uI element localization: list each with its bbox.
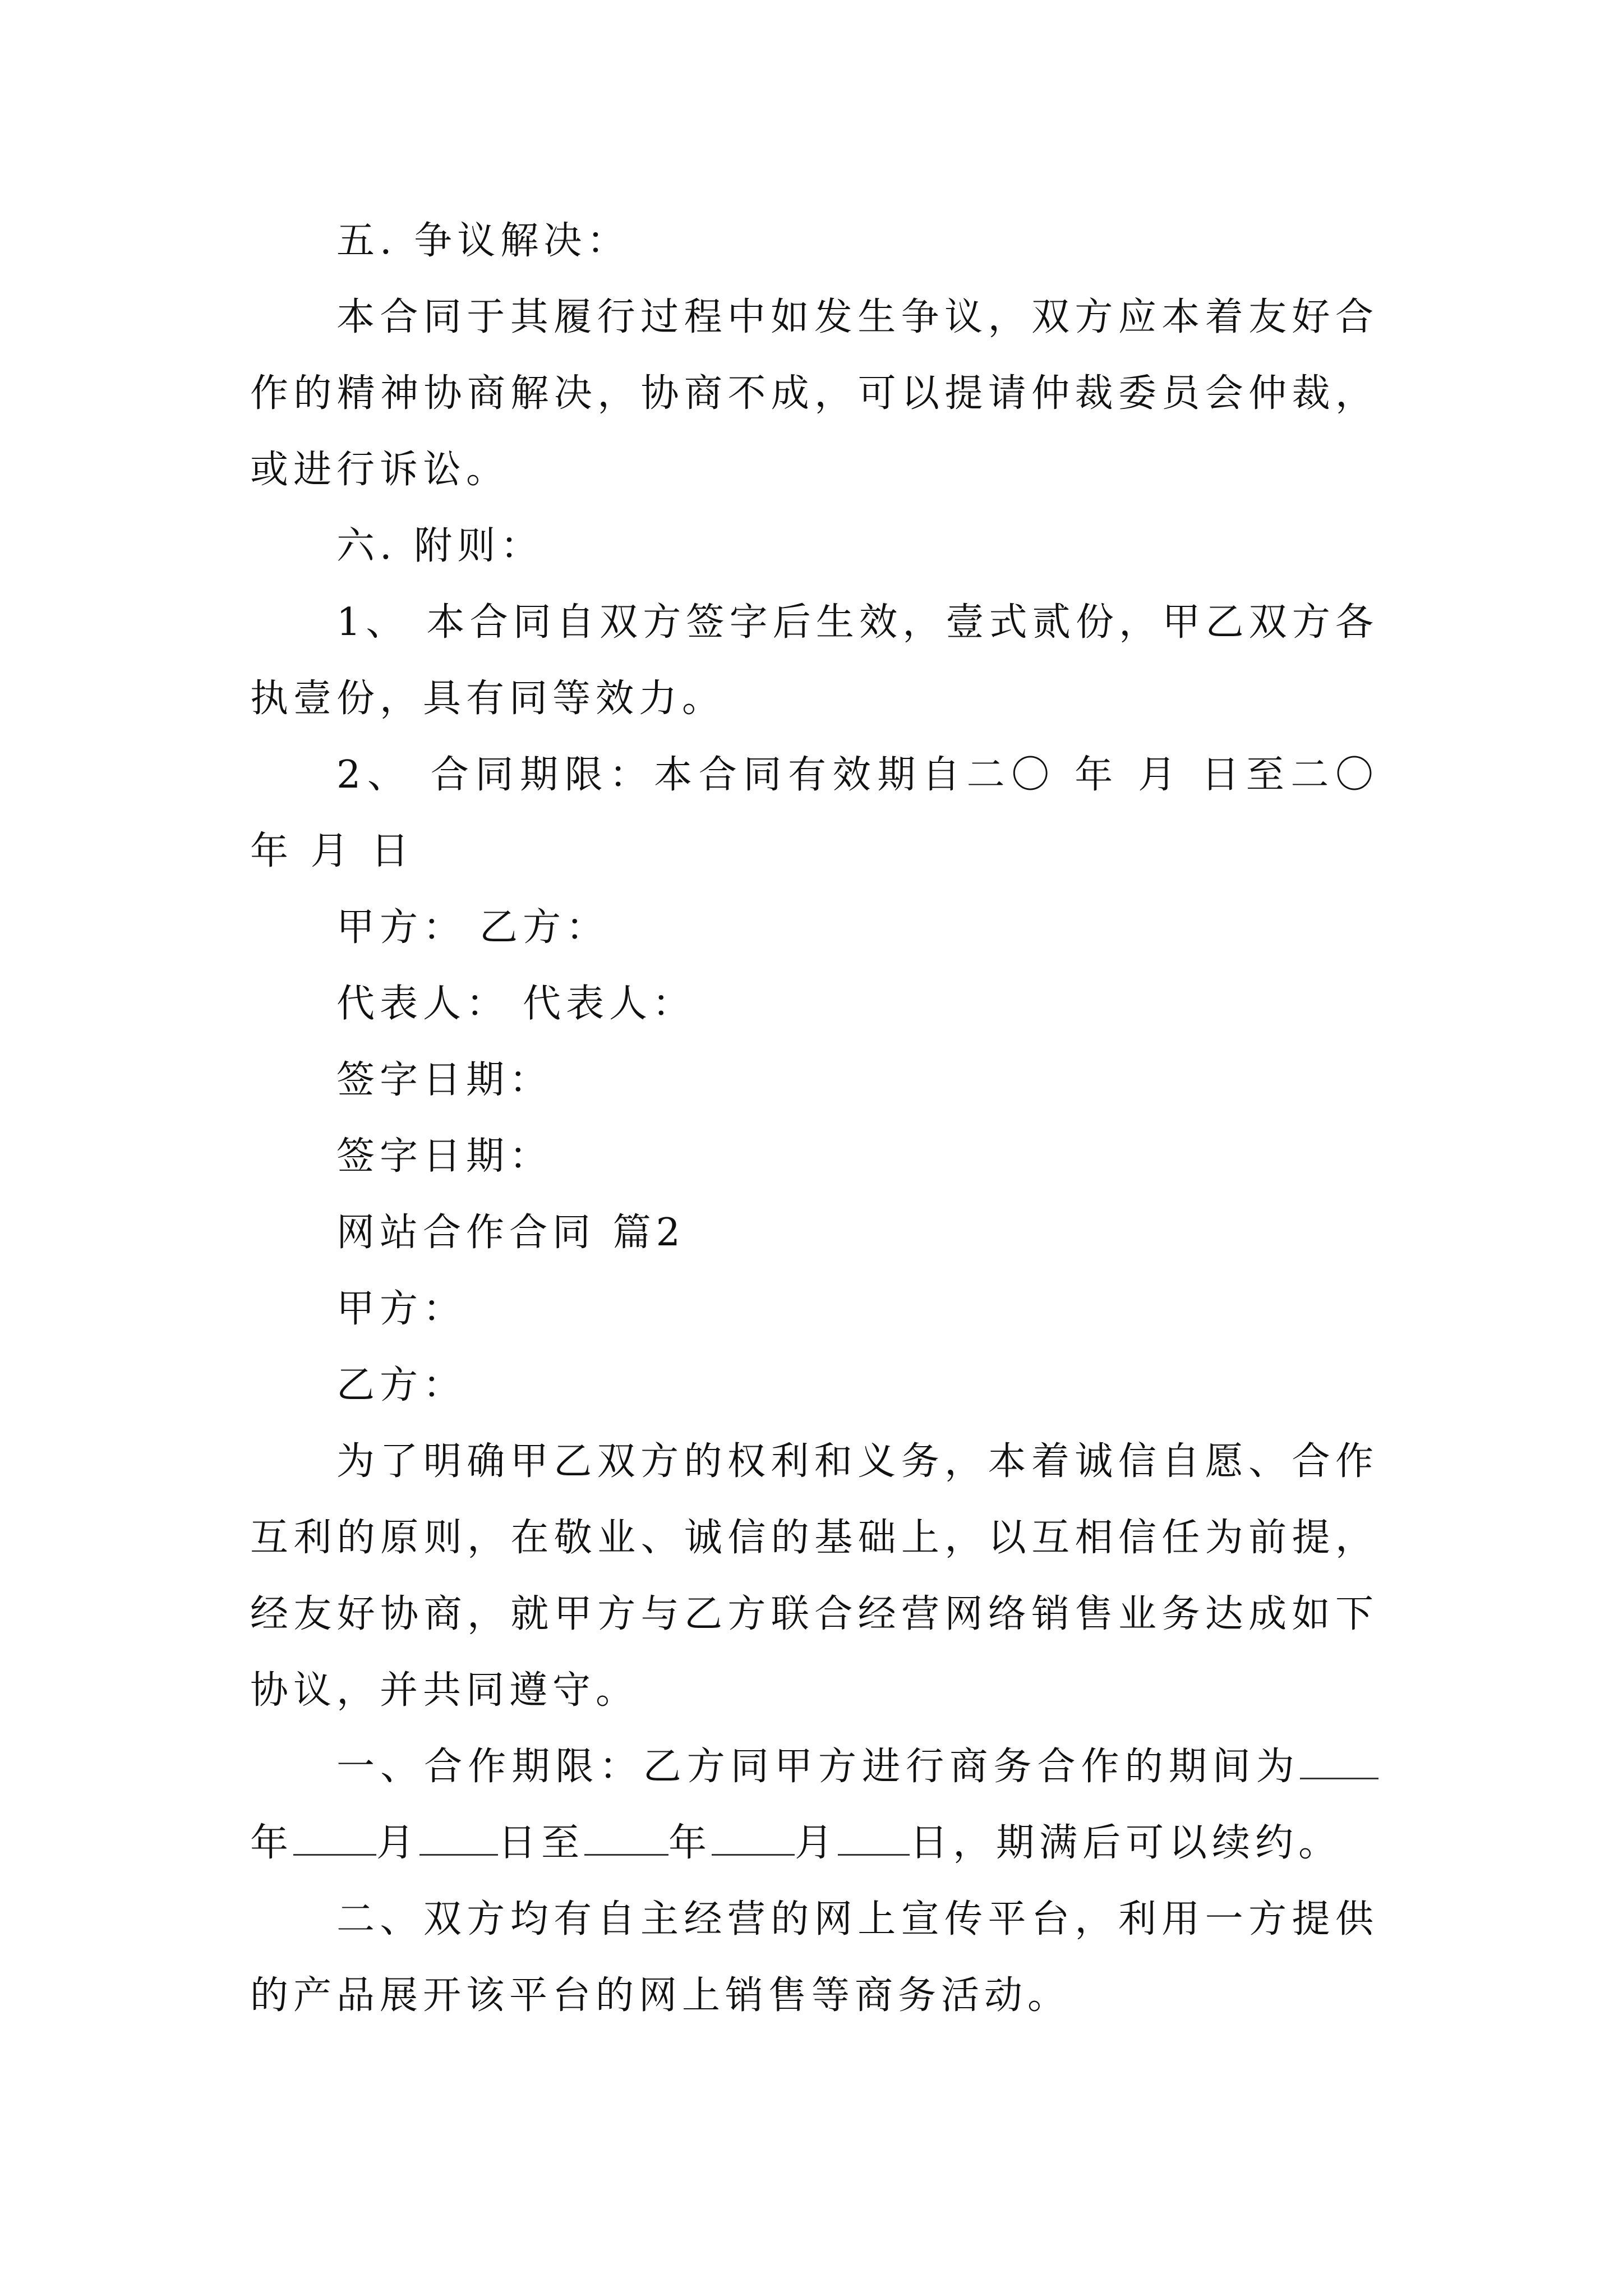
contract-2-title: 网站合作合同 篇2 xyxy=(336,1211,685,1255)
term-prefix: 一、合作期限：乙方同甲方进行商务合作的期间为 xyxy=(336,1745,1300,1789)
blank-year-start-prefix xyxy=(1300,1744,1378,1779)
party-b-label: 乙方： xyxy=(479,905,610,950)
sign-date-1: 签字日期： xyxy=(336,1058,553,1102)
term-month-1: 月 xyxy=(376,1821,420,1865)
party-a-label: 甲方： xyxy=(336,905,467,950)
blank-month-start xyxy=(293,1820,376,1856)
contract-2-preamble: 为了明确甲乙双方的权利和义务，本着诚信自愿、合作互利的原则，在敬业、诚信的基础上，以互相信任为前提，经友好协商，就甲方与乙方联合经营网络销售业务达成如下协议，并共同遵守。 xyxy=(250,1439,1378,1713)
term-month-2: 月 xyxy=(795,1821,838,1865)
term-year-1: 年 xyxy=(250,1821,294,1865)
clause-item-2: 2、 合同期限：本合同有效期自二〇 年 月 日至二〇 年 月 日 xyxy=(250,753,1378,873)
blank-day-end xyxy=(838,1820,910,1856)
section5-body: 本合同于其履行过程中如发生争议，双方应本着友好合作的精神协商解决，协商不成，可以提请仲裁委员会仲裁，或进行诉讼。 xyxy=(250,295,1378,492)
representative-a-label: 代表人： xyxy=(336,982,510,1026)
document-body xyxy=(250,203,1378,2034)
representative-labels-row xyxy=(250,966,1378,1042)
blank-day-start xyxy=(419,1820,498,1856)
contract-2-party-a: 甲方： xyxy=(336,1287,467,1331)
clause-2: 二、双方均有自主经营的网上宣传平台，利用一方提供的产品展开该平台的网上销售等商务活动。 xyxy=(250,1897,1378,2018)
blank-year-end xyxy=(584,1820,668,1856)
section5-title: 五. 争议解决： xyxy=(336,219,630,263)
term-year-2: 年 xyxy=(668,1821,712,1865)
term-suffix: 日，期满后可以续约。 xyxy=(910,1821,1342,1865)
term-day-1: 日至 xyxy=(498,1821,585,1865)
representative-b-label: 代表人： xyxy=(523,982,696,1026)
party-labels-row xyxy=(250,890,1378,966)
sign-date-2: 签字日期： xyxy=(336,1134,553,1179)
cooperation-term-clause xyxy=(250,1729,1378,1881)
clause-item-1: 1、 本合同自双方签字后生效，壹式贰份，甲乙双方各执壹份，具有同等效力。 xyxy=(250,600,1378,721)
contract-2-party-b: 乙方： xyxy=(336,1363,467,1407)
blank-month-end xyxy=(712,1820,795,1856)
section6-title: 六. 附则： xyxy=(336,524,544,568)
